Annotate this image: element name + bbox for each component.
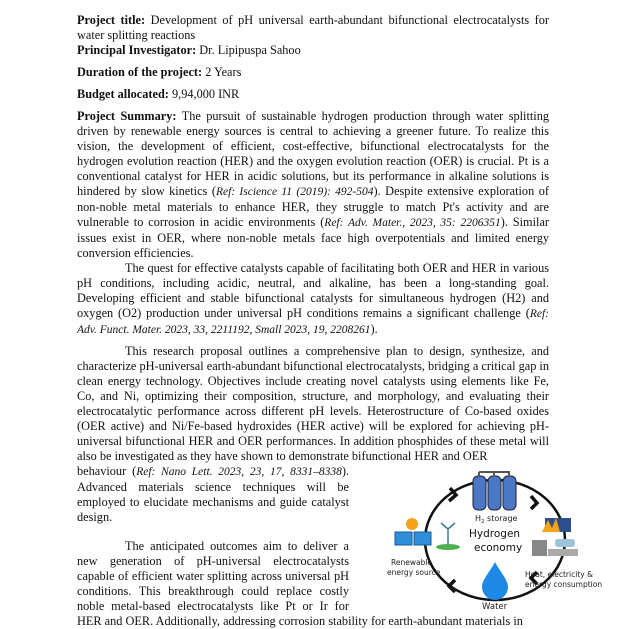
- summary-label: Project Summary:: [77, 109, 177, 123]
- summary-paragraph-1: [77, 109, 549, 261]
- text: ). Despite extensive exploration of non-noble metal materials to enhance HER, they struggle to match Pt's activity and are vulnerable to corrosion in acidic environments (: [77, 184, 549, 229]
- project-title-value: Development of pH universal earth-abundant bifunctional electrocatalysts for water splitting reactions: [77, 13, 550, 42]
- solar-panel-icon: [395, 518, 431, 545]
- budget-value: 9,94,000 INR: [171, 87, 240, 101]
- hydrogen-cycle-diagram: [385, 466, 639, 612]
- text: The anticipated outcomes aim to deliver a new generation of pH-universal electrocatalysts capable of efficient water splitting across universal pH conditions. This breakthrough could replace costly noble metal-based electrocatalysts like Pt or Ir for HER and OER. Additionally, addressing corrosion stability for earth-abundant materials in: [77, 539, 523, 628]
- document-page: [77, 13, 603, 629]
- hydrogen-cylinders-icon: [473, 472, 516, 510]
- hydrogen-economy-figure: [385, 466, 639, 612]
- pi-label: Principal Investigator:: [77, 43, 197, 57]
- water-drop-icon: [482, 562, 508, 600]
- duration-label: Duration of the project:: [77, 65, 203, 79]
- reference: Ref: Iscience 11 (2019): 492-504: [215, 186, 374, 198]
- text: The pursuit of sustainable hydrogen production through water splitting driven by renewable energy sources is central to achieving a greener future. To realize this vision, the development of efficient, cost-effective, bifunctional electrocatalysts for the hydrogen evolution reaction (HER) and the oxygen evolution reaction (OER) is crucial. Pt is a conventional catalyst for HER in acidic solutions, but its performance in alkaline solutions is hindered by slow kinetics (: [77, 109, 550, 198]
- budget-label: Budget allocated:: [77, 87, 169, 101]
- text: This research proposal outlines a comprehensive plan to design, synthesize, and characterize pH-universal earth-abundant bifunctional electrocatalysts, bridging a critical gap in clean energy technology. Objectives include creating novel catalysts using elements like Fe, Co, and Ni, optimizing their composition, structure, and morphology, and evaluating their electrocatalytic performance across different pH levels. Heterostructure of Co-based oxides (OER active) and Ni/Fe-based hydroxides (HER active) will be explored for achieving pH-universal bifunctional HER and OER performances. In addition phosphides of these metal will also be investigated as they have shown to demonstrate bifunctional HER and OER: [77, 344, 549, 463]
- reference: Ref: Adv. Mater., 2023, 35: 2206351: [324, 217, 501, 229]
- wind-turbine-icon: [436, 523, 460, 550]
- renewable-label: Renewable: [391, 558, 433, 567]
- budget: [77, 87, 549, 102]
- duration-value: 2 Years: [205, 65, 242, 79]
- text: ).: [370, 322, 378, 336]
- heat-label: Heat, electricity &: [525, 570, 593, 579]
- project-title-label: Project title:: [77, 13, 146, 27]
- text: behaviour (: [77, 464, 137, 478]
- h2-storage-label: $H_2$ storage: [475, 514, 518, 525]
- summary-paragraph-2: [77, 261, 549, 338]
- principal-investigator: [77, 43, 549, 58]
- reference: Ref: Adv. Funct. Mater. 2023, 33, 2211192, Small 2023, 19, 2208261: [77, 308, 549, 336]
- renewable-label-2: energy source: [387, 568, 441, 577]
- hydrogen-economy-label-2: economy: [474, 542, 523, 554]
- text: ). Similar issues exist in OER, where non-noble metals face high overpotentials and limited energy conversion efficiencies.: [77, 215, 549, 260]
- industry-vehicle-icon: [532, 518, 578, 556]
- pi-value: Dr. Lipipuspa Sahoo: [199, 43, 301, 57]
- reference: Ref: Nano Lett. 2023, 23, 17, 8331–8338: [136, 466, 342, 478]
- water-label: Water: [482, 602, 508, 612]
- hydrogen-economy-label: Hydrogen: [469, 528, 521, 540]
- heat-label-2: energy consumption: [525, 580, 603, 589]
- summary-paragraph-3: [77, 344, 549, 464]
- duration: [77, 65, 549, 80]
- text: The quest for effective catalysts capable of facilitating both OER and HER in various pH conditions, including acidic, neutral, and alkaline, has been a long-standing goal. Developing efficient and stable bifunctional catalysts for simultaneous hydrogen (H2) and oxygen (O2) production under universal pH conditions remains a significant challenge (: [77, 261, 549, 320]
- text: ). Advanced materials science techniques will be employed to elucidate mechanisms and guide catalyst design.: [77, 464, 349, 524]
- project-title: [77, 13, 549, 43]
